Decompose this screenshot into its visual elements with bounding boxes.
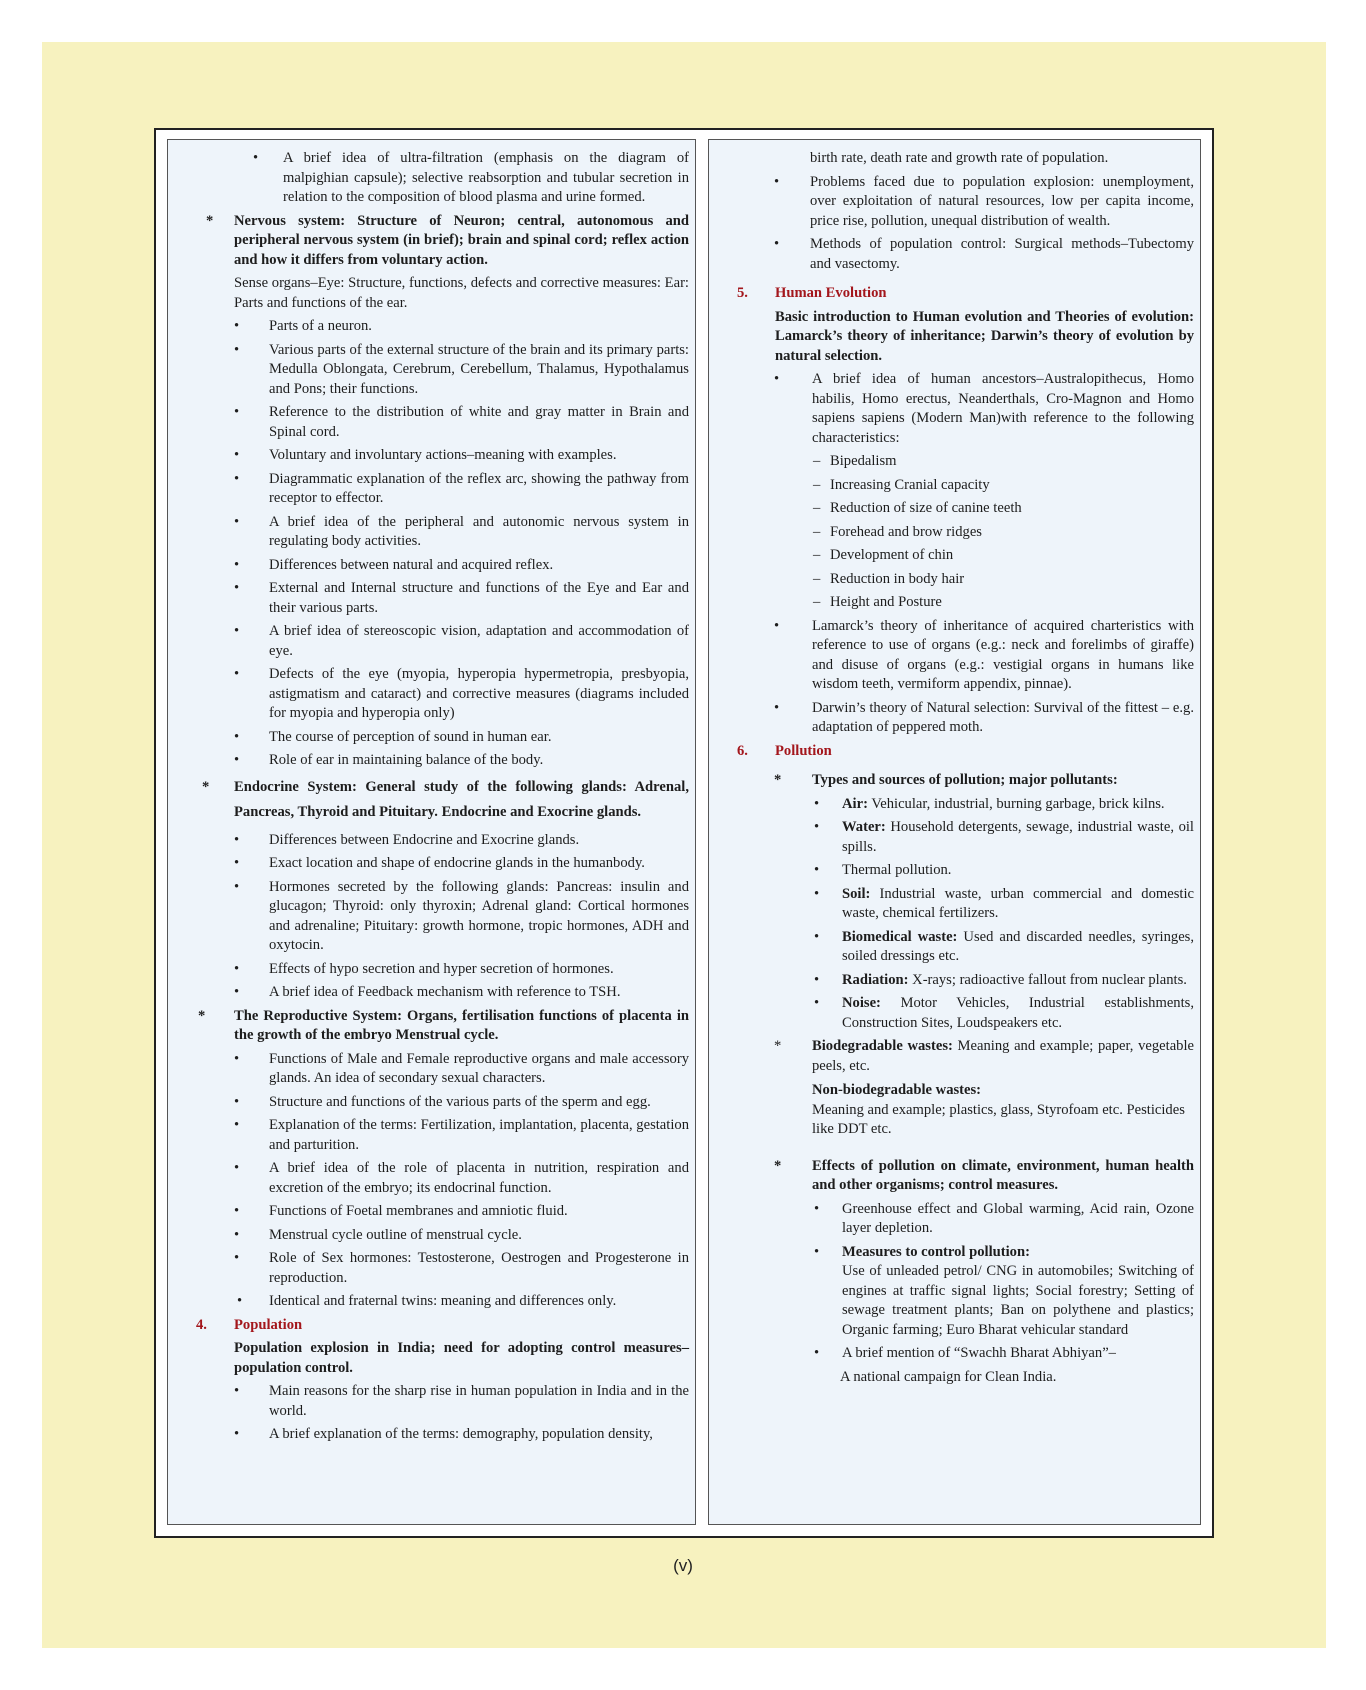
measures-item: • Measures to control pollution: Use of unleaded petrol/ CNG in automobiles; Switching of engines at traffic signal lights; Social forestry; Setting of sewage treatment plants; Ban on polythene and plastics; Organic farming; Euro Bharat vehicular standard (814, 1243, 1194, 1338)
list-item: • Hormones secreted by the following glands: Pancreas: insulin and glucagon; Thyroid: only thyroxin; Adrenal gland: Cortical hormones and adrenaline; Pituitary: growth hormone, tropic hormones, ADH and oxytocin. (234, 878, 689, 953)
bullet-marker: • (814, 971, 820, 988)
section-6-heading (737, 742, 1194, 762)
list-item: • Voluntary and involuntary actions–meaning with examples. (269, 446, 689, 466)
effects-heading: * Effects of pollution on climate, environment, human health and other organisms; control measures. (774, 1157, 1194, 1193)
endocrine-points-list (168, 831, 695, 1003)
bullet-marker: • (234, 1250, 240, 1266)
dash-marker: – (813, 570, 821, 587)
section-title: Pollution (775, 742, 832, 759)
bullet-marker: • (234, 1426, 240, 1442)
reproductive-heading: * The Reproductive System: Organs, fertilisation functions of placenta in the growth of the embryo Menstrual cycle. (198, 1007, 689, 1043)
section-number: 4. (196, 1316, 207, 1333)
bullet-marker: • (234, 580, 240, 596)
bullet-marker: • (234, 1093, 240, 1110)
list-item: • Structure and functions of the various parts of the sperm and egg. (269, 1093, 689, 1113)
biodegradable-item: * Biodegradable wastes: Meaning and example; paper, vegetable peels, etc. (774, 1038, 1194, 1074)
list-item: • Functions of Male and Female reproductive organs and male accessory glands. An idea of secondary sexual characters. (234, 1050, 689, 1086)
list-item: • Defects of the eye (myopia, hyperopia hypermetropia, presbyopia, astigmatism and cataract) and corrective measures (diagrams included for myopia and hyperopia only) (234, 666, 689, 721)
dash-item: – Reduction of size of canine teeth (830, 499, 1194, 519)
bullet-marker: • (234, 1117, 240, 1133)
bullet-marker: • (234, 470, 240, 487)
list-item: • Functions of Foetal membranes and amniotic fluid. (269, 1202, 689, 1222)
star-marker: * (774, 1157, 782, 1174)
list-item: • Menstrual cycle outline of menstrual cycle. (269, 1226, 689, 1246)
ancestors-item: • A brief idea of human ancestors–Australopithecus, Homo habilis, Homo erectus, Neanderthals, Cro-Magnon and Homo sapiens sapiens (Modern Man)with reference to the following characteristics: (774, 371, 1194, 446)
bullet-marker: • (774, 699, 780, 716)
bullet-marker: • (814, 885, 820, 902)
nervous-points-list (168, 317, 695, 771)
bullet-marker: • (234, 318, 240, 334)
syllabus-frame (154, 128, 1214, 1538)
list-item: • Diagrammatic explanation of the reflex arc, showing the pathway from receptor to effector. (234, 470, 689, 506)
endocrine-heading: * Endocrine System: General study of the following glands: Adrenal, Pancreas, Thyroid and Pituitary. Endocrine and Exocrine glands. (234, 775, 689, 825)
bullet-marker: • (814, 819, 820, 835)
bullet-marker: • (774, 173, 780, 190)
list-item: • Soil: Industrial waste, urban commercial and domestic waste, chemical fertilizers. (814, 885, 1194, 921)
bullet-marker: • (774, 617, 780, 634)
bullet-marker: • (814, 995, 820, 1011)
bullet-marker: • (234, 404, 240, 420)
list-item: • Thermal pollution. (842, 861, 1194, 881)
list-item: • The course of perception of sound in human ear. (269, 728, 689, 748)
bullet-marker: • (234, 1383, 240, 1399)
star-marker: * (774, 1038, 782, 1054)
dash-marker: – (813, 523, 821, 540)
bullet-marker: • (234, 556, 240, 573)
bullet-marker: • (774, 371, 780, 387)
pollutants-list (709, 795, 1200, 1034)
dash-marker: – (813, 594, 821, 610)
bullet-marker: • (234, 1226, 240, 1243)
list-item: • Main reasons for the sharp rise in human population in India and in the world. (234, 1383, 689, 1419)
bullet-marker: • (814, 1243, 820, 1260)
list-item: • Methods of population control: Surgical methods–Tubectomy and vasectomy. (774, 236, 1194, 272)
swachh-item: • A brief mention of “Swachh Bharat Abhiyan”– (842, 1344, 1194, 1364)
list-item: • Differences between Endocrine and Exocrine glands. (269, 831, 689, 851)
bullet-marker: • (814, 1200, 820, 1217)
list-item: • Radiation: X-rays; radioactive fallout from nuclear plants. (842, 971, 1194, 991)
bullet-marker: • (253, 150, 259, 166)
swachh-subtext: A national campaign for Clean India. (840, 1368, 1057, 1385)
list-item: • Noise: Motor Vehicles, Industrial establishments, Construction Sites, Loudspeakers etc. (814, 995, 1194, 1031)
section-number: 5. (737, 285, 748, 301)
dash-marker: – (813, 453, 821, 469)
reproductive-points-list (168, 1050, 695, 1312)
list-item: • Role of Sex hormones: Testosterone, Oestrogen and Progesterone in reproduction. (234, 1250, 689, 1286)
list-item: • A brief idea of stereoscopic vision, adaptation and accommodation of eye. (234, 623, 689, 659)
list-item: • Problems faced due to population explosion: unemployment, over exploitation of natural resources, low per capita income, price rise, pollution, unequal distribution of wealth. (774, 173, 1194, 229)
list-item: • Differences between natural and acquired reflex. (269, 556, 689, 576)
list-item: • Exact location and shape of endocrine glands in the humanbody. (269, 854, 689, 874)
bullet-marker: • (774, 236, 780, 252)
bullet-marker: • (234, 984, 240, 1000)
types-heading: * Types and sources of pollution; major pollutants: (812, 771, 1194, 791)
list-item: • A brief idea of the peripheral and autonomic nervous system in regulating body activities. (234, 513, 689, 549)
dash-item: – Bipedalism (830, 452, 1194, 472)
bullet-marker: • (814, 862, 820, 878)
sense-organs-text: Sense organs–Eye: Structure, functions, defects and corrective measures: Ear: Parts and functions of the ear. (234, 275, 689, 311)
dash-marker: – (813, 476, 821, 493)
bullet-marker: • (234, 960, 240, 977)
bullet-marker: • (234, 513, 240, 530)
bullet-marker: • (814, 1345, 820, 1361)
bullet-marker: • (234, 831, 240, 848)
list-item: • Water: Household detergents, sewage, industrial waste, oil spills. (814, 819, 1194, 855)
list-item: • Parts of a neuron. (269, 317, 689, 337)
list-item: • External and Internal structure and functions of the Eye and Ear and their various parts. (234, 580, 689, 616)
left-column (167, 139, 696, 1525)
darwin-item: • Darwin’s theory of Natural selection: Survival of the fittest – e.g. adaptation of peppered moth. (774, 699, 1194, 735)
dash-item: – Development of chin (830, 546, 1194, 566)
bullet-marker: • (237, 1293, 243, 1309)
dash-item: – Forehead and brow ridges (830, 523, 1194, 543)
bullet-marker: • (234, 1160, 240, 1176)
list-item: • Air: Vehicular, industrial, burning garbage, brick kilns. (842, 795, 1194, 815)
bullet-marker: • (234, 878, 240, 895)
dash-item: – Increasing Cranial capacity (830, 476, 1194, 496)
section-5-heading (737, 284, 1194, 304)
bullet-marker: • (234, 728, 240, 745)
bullet-marker: • (814, 795, 820, 812)
lamarck-item: • Lamarck’s theory of inheritance of acquired charteristics with reference to use of organs (e.g.: neck and forelimbs of giraffe) and disuse of organs (e.g.: vestigial organs in humans like wisdom teeth, vermiform appendix, pinnae). (774, 617, 1194, 692)
list-item: • Identical and fraternal twins: meaning and differences only. (269, 1292, 689, 1312)
list-item: • Reference to the distribution of white and gray matter in Brain and Spinal cord. (234, 404, 689, 440)
evolution-intro: Basic introduction to Human evolution and Theories of evolution: Lamarck’s theory of inheritance; Darwin’s theory of evolution by natural selection. (775, 308, 1194, 364)
dash-marker: – (813, 500, 821, 516)
star-marker: * (202, 778, 210, 795)
star-marker: * (206, 212, 214, 229)
bullet-marker: • (814, 928, 820, 945)
list-item: • A brief idea of the role of placenta in nutrition, respiration and excretion of the embryo; its endocrinal function. (234, 1160, 689, 1196)
continued-text: birth rate, death rate and growth rate of population. (810, 150, 1109, 166)
page-number: (v) (673, 1556, 693, 1575)
dash-item: – Height and Posture (830, 593, 1194, 613)
bullet-marker: • (234, 855, 240, 871)
list-item: • Various parts of the external structure of the brain and its primary parts: Medulla Oblongata, Cerebrum, Cerebellum, Thalamus, Hypothalamus and Pons; their functions. (234, 341, 689, 397)
list-item: • A brief explanation of the terms: demography, population density, (269, 1425, 689, 1445)
non-biodegradable-item: Non-biodegradable wastes: Meaning and example; plastics, glass, Styrofoam etc. Pesticides like DDT etc. (812, 1082, 1185, 1137)
list-item: • Greenhouse effect and Global warming, Acid rain, Ozone layer depletion. (814, 1200, 1194, 1236)
list-item: • Biomedical waste: Used and discarded needles, syringes, soiled dressings etc. (814, 928, 1194, 964)
bullet-marker: • (234, 666, 240, 682)
nervous-system-heading: * Nervous system: Structure of Neuron; central, autonomous and peripheral nervous system (in brief); brain and spinal cord; reflex action and how it differs from voluntary action. (206, 212, 689, 268)
section-title: Human Evolution (775, 285, 887, 301)
section-title: Population (234, 1316, 303, 1333)
bullet-marker: • (234, 1203, 240, 1219)
population-points-list (168, 1382, 695, 1445)
list-item: • A brief idea of Feedback mechanism with reference to TSH. (269, 983, 689, 1003)
bullet-marker: • (234, 1050, 240, 1067)
bullet-marker: • (234, 341, 240, 358)
population-points-list-cont (709, 173, 1200, 275)
bullet-item: • A brief idea of ultra-filtration (emphasis on the diagram of malpighian capsule); selective reabsorption and tubular secretion in relation to the composition of blood plasma and urine formed. (253, 150, 689, 205)
bullet-marker: • (234, 623, 240, 639)
section-number: 6. (737, 742, 748, 759)
bullet-marker: • (234, 447, 240, 463)
dash-marker: – (813, 547, 821, 563)
list-item: • Effects of hypo secretion and hyper secretion of hormones. (269, 960, 689, 980)
star-marker: * (198, 1007, 206, 1024)
dash-item: – Reduction in body hair (830, 570, 1194, 590)
right-column (708, 139, 1201, 1525)
population-intro: Population explosion in India; need for adopting control measures–population control. (234, 1340, 689, 1376)
section-4-heading (196, 1316, 689, 1336)
list-item: • Role of ear in maintaining balance of the body. (269, 751, 689, 771)
star-marker: * (774, 772, 782, 788)
characteristics-list (709, 452, 1200, 613)
list-item: • Explanation of the terms: Fertilization, implantation, placenta, gestation and parturition. (234, 1117, 689, 1153)
bullet-marker: • (234, 752, 240, 768)
